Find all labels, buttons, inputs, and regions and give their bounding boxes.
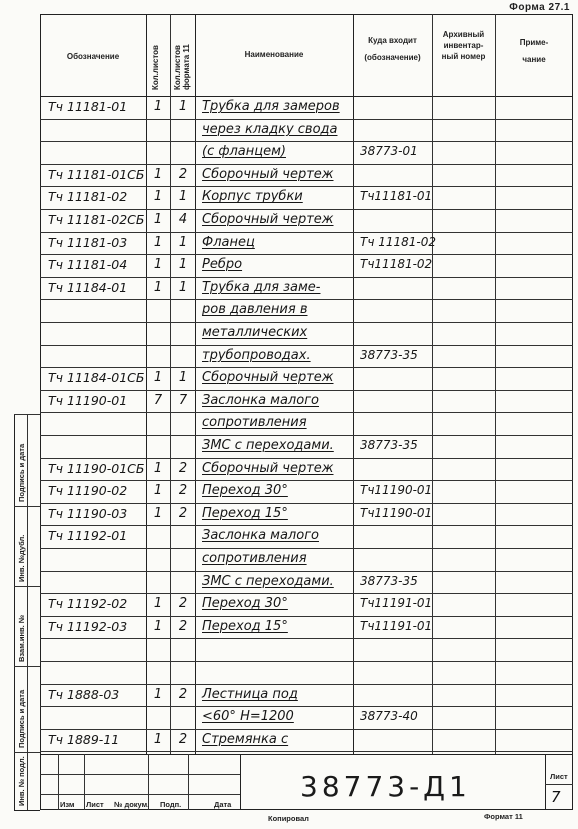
cell-name: Переход 15° bbox=[202, 505, 288, 521]
row-line bbox=[40, 412, 573, 413]
cell-name: сопротивления bbox=[202, 415, 307, 431]
tb-date-label: Дата bbox=[214, 800, 232, 809]
cell-name: Трубка для заме- bbox=[202, 279, 321, 295]
cell-name: Переход 30° bbox=[202, 483, 288, 499]
header-notes: Приме- чание bbox=[519, 38, 549, 64]
cell-n1: 1 bbox=[153, 686, 163, 702]
cell-designation: Тч 11181-01 bbox=[48, 99, 128, 114]
cell-n2: 1 bbox=[178, 370, 188, 386]
col-line-1 bbox=[146, 14, 147, 754]
cell-where: Тч11190-01 bbox=[360, 483, 433, 498]
cell-designation: Тч 11192-02 bbox=[48, 596, 128, 612]
cell-name: ров давления в bbox=[202, 302, 308, 318]
cell-n2: 7 bbox=[178, 392, 188, 408]
margin-seg-5 bbox=[14, 810, 40, 811]
cell-designation: Тч 11181-02 bbox=[48, 189, 128, 205]
cell-n2: 2 bbox=[178, 166, 188, 182]
format-label: Формат 11 bbox=[484, 812, 523, 821]
cell-name: ЗМС с переходами. bbox=[202, 573, 334, 589]
cell-where: Тч11181-02 bbox=[360, 257, 433, 272]
row-line bbox=[40, 232, 573, 233]
cell-designation: Тч 11181-03 bbox=[48, 234, 128, 250]
cell-name: Переход 15° bbox=[202, 618, 288, 634]
cell-designation: Тч 1889-11 bbox=[48, 731, 120, 747]
row-line bbox=[40, 345, 573, 346]
cell-n1: 7 bbox=[153, 392, 163, 408]
cell-n1: 1 bbox=[153, 99, 163, 114]
title-block-row-2 bbox=[40, 794, 240, 795]
margin-line-inner bbox=[27, 414, 28, 810]
row-line bbox=[40, 254, 573, 255]
row-line bbox=[40, 367, 573, 368]
cell-designation: Тч 11184-01СБ bbox=[48, 370, 145, 386]
cell-name: Фланец bbox=[202, 234, 255, 250]
title-block-top bbox=[40, 754, 573, 755]
row-line bbox=[40, 119, 573, 120]
cell-n1: 1 bbox=[153, 212, 163, 227]
row-line bbox=[40, 571, 573, 572]
row-line bbox=[40, 322, 573, 323]
cell-where: 38773-01 bbox=[360, 144, 418, 159]
cell-name: трубопроводах. bbox=[202, 347, 311, 363]
row-line bbox=[40, 458, 573, 459]
header-divider bbox=[40, 96, 573, 97]
cell-n2: 1 bbox=[178, 189, 188, 205]
row-line bbox=[40, 548, 573, 549]
cell-designation: Тч 11190-01СБ bbox=[48, 460, 145, 476]
header-sheets-count: Кол.листов bbox=[151, 45, 160, 90]
cell-n2: 2 bbox=[178, 483, 188, 499]
cell-n1: 1 bbox=[153, 166, 163, 182]
cell-n1: 1 bbox=[153, 618, 163, 634]
row-line bbox=[40, 525, 573, 526]
cell-n2: 2 bbox=[178, 618, 188, 634]
cell-where: Тч11191-01 bbox=[360, 618, 433, 633]
margin-seg-3 bbox=[14, 666, 40, 667]
cell-name: Сборочный чертеж bbox=[202, 460, 334, 476]
row-line bbox=[40, 638, 573, 639]
cell-where: 38773-35 bbox=[360, 573, 418, 588]
row-line bbox=[40, 706, 573, 707]
cell-n2: 2 bbox=[178, 731, 188, 747]
cell-name: сопротивления bbox=[202, 551, 307, 566]
cell-n1: 1 bbox=[153, 483, 163, 499]
col-line-2 bbox=[170, 14, 171, 754]
cell-n1: 1 bbox=[153, 370, 163, 386]
cell-n1: 1 bbox=[153, 189, 163, 205]
tb-col-list bbox=[84, 754, 85, 810]
header-name: Наименование bbox=[244, 50, 304, 59]
cell-designation: Тч 11190-01 bbox=[48, 392, 128, 408]
cell-designation: Тч 11192-03 bbox=[48, 618, 128, 634]
cell-name: Заслонка малого bbox=[202, 392, 319, 408]
cell-n1: 1 bbox=[153, 279, 163, 295]
col-line-5 bbox=[432, 14, 433, 754]
row-line bbox=[40, 277, 573, 278]
row-line bbox=[40, 503, 573, 504]
margin-seg-0 bbox=[14, 414, 40, 415]
header-sheets-format11: Кол.листов формата 11 bbox=[173, 44, 191, 90]
cell-where: Тч11191-01 bbox=[360, 596, 433, 611]
cell-where: Тч 11181-02 bbox=[360, 234, 437, 249]
cell-n2: 1 bbox=[178, 279, 188, 295]
cell-name: Сборочный чертеж bbox=[202, 212, 334, 227]
cell-name: Ребро bbox=[202, 257, 243, 273]
cell-n1: 1 bbox=[153, 234, 163, 250]
row-line bbox=[40, 209, 573, 210]
cell-designation: Тч 11190-02 bbox=[48, 483, 128, 499]
col-line-3 bbox=[195, 14, 196, 754]
cell-n2: 2 bbox=[178, 686, 188, 702]
header-where-used: Куда входит (обозначение) bbox=[364, 36, 421, 62]
cell-n1: 1 bbox=[153, 460, 163, 476]
cell-where: 38773-35 bbox=[360, 438, 418, 452]
cell-n1: 1 bbox=[153, 731, 163, 747]
row-line bbox=[40, 684, 573, 685]
margin-seg-2 bbox=[14, 586, 40, 587]
cell-name: Корпус трубки bbox=[202, 189, 303, 205]
tb-sheet-divider bbox=[545, 784, 573, 785]
margin-sign-date-top: Подпись и дата bbox=[17, 443, 26, 502]
cell-name: через кладку свода bbox=[202, 121, 338, 137]
cell-name: ЗМС с переходами. bbox=[202, 438, 334, 453]
cell-name: Заслонка малого bbox=[202, 528, 319, 544]
margin-seg-4 bbox=[14, 752, 40, 753]
cell-where: 38773-40 bbox=[360, 709, 418, 724]
margin-inv-podl: Инв. № подл. bbox=[17, 756, 26, 806]
header-designation: Обозначение bbox=[66, 52, 120, 61]
cell-designation: Тч 11181-02СБ bbox=[48, 212, 145, 227]
row-line bbox=[40, 164, 573, 165]
cell-where: Тч11181-01 bbox=[360, 189, 433, 204]
form-label: Форма 27.1 bbox=[509, 2, 570, 13]
cell-n1: 1 bbox=[153, 257, 163, 273]
tb-col-podp bbox=[188, 754, 189, 810]
row-line bbox=[40, 593, 573, 594]
tb-izm-label: Изм bbox=[60, 800, 75, 809]
header-archive: Архивный инвентар- ный номер bbox=[441, 30, 486, 61]
cell-where: Тч11190-01 bbox=[360, 505, 433, 520]
tb-sheet-label: Лист bbox=[550, 772, 568, 781]
cell-designation: Тч 11184-01 bbox=[48, 279, 128, 295]
margin-vzam-inv: Взам.инв. № bbox=[17, 614, 26, 662]
margin-line-outer bbox=[14, 414, 15, 810]
row-line bbox=[40, 729, 573, 730]
margin-sign-date-bottom: Подпись и дата bbox=[17, 689, 26, 748]
tb-col-izm bbox=[58, 754, 59, 810]
cell-name: Трубка для замеров bbox=[202, 99, 340, 114]
title-block-row-1 bbox=[40, 774, 240, 775]
cell-name: металлических bbox=[202, 325, 308, 340]
cell-name: <60° H=1200 bbox=[202, 709, 294, 725]
row-line bbox=[40, 390, 573, 391]
cell-designation: Тч 11181-01СБ bbox=[48, 166, 145, 182]
col-line-6 bbox=[495, 14, 496, 754]
cell-n2: 1 bbox=[178, 257, 188, 273]
row-line bbox=[40, 661, 573, 662]
row-line bbox=[40, 751, 573, 752]
margin-seg-1 bbox=[14, 506, 40, 507]
cell-designation: Тч 11190-03 bbox=[48, 505, 128, 521]
row-line bbox=[40, 616, 573, 617]
document-number: 38773-Д1 bbox=[300, 770, 471, 803]
row-line bbox=[40, 299, 573, 300]
cell-name: (с фланцем) bbox=[202, 144, 286, 160]
cell-name: Стремянка с bbox=[202, 731, 289, 747]
cell-n2: 2 bbox=[178, 505, 188, 521]
row-line bbox=[40, 435, 573, 436]
cell-designation: Тч 11192-01 bbox=[48, 528, 128, 544]
cell-n1: 1 bbox=[153, 596, 163, 612]
tb-podp-label: Подп. bbox=[160, 800, 182, 809]
tb-list-label: Лист bbox=[86, 800, 104, 809]
cell-n2: 1 bbox=[178, 234, 188, 250]
cell-where: 38773-35 bbox=[360, 347, 418, 362]
tb-doc-label: № докум. bbox=[114, 800, 150, 809]
cell-n2: 4 bbox=[178, 212, 188, 227]
row-line bbox=[40, 480, 573, 481]
cell-n2: 2 bbox=[178, 460, 188, 476]
cell-name: Переход 30° bbox=[202, 596, 288, 612]
cell-n1: 1 bbox=[153, 505, 163, 521]
cell-designation: Тч 1888-03 bbox=[48, 686, 120, 702]
cell-n2: 1 bbox=[178, 99, 188, 114]
tb-col-date bbox=[240, 754, 241, 810]
tb-col-sheet bbox=[545, 754, 546, 810]
cell-n2: 2 bbox=[178, 596, 188, 612]
cell-name: Сборочный чертеж bbox=[202, 166, 334, 182]
row-line bbox=[40, 141, 573, 142]
cell-name: Сборочный чертеж bbox=[202, 370, 334, 386]
col-line-4 bbox=[353, 14, 354, 754]
cell-name: Лестница под bbox=[202, 686, 298, 702]
copied-label: Копировал bbox=[268, 814, 309, 823]
row-line bbox=[40, 186, 573, 187]
cell-designation: Тч 11181-04 bbox=[48, 257, 128, 273]
sheet-number: 7 bbox=[551, 788, 561, 806]
margin-inv-dubl: Инв. №дубл. bbox=[17, 534, 26, 582]
